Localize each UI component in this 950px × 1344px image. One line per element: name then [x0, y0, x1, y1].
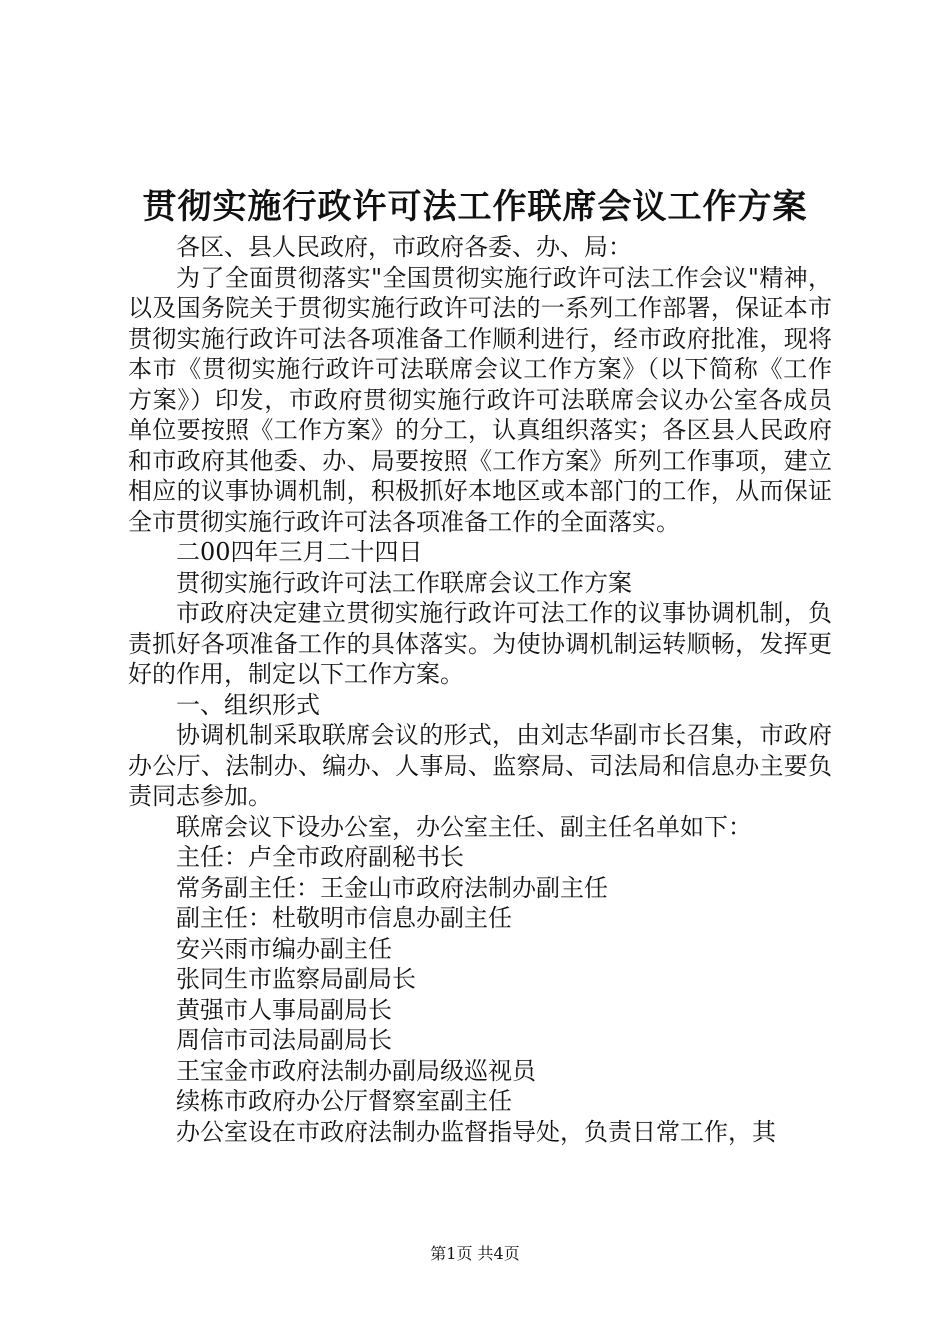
- list-item-member: 张同生市监察局副局长: [176, 965, 416, 993]
- section-heading-organization: 一、组织形式: [176, 690, 320, 719]
- list-item-deputy: 副主任：杜敬明市信息办副主任: [176, 904, 512, 932]
- paragraph-salutation: 各区、县人民政府，市政府各委、办、局：: [176, 233, 632, 261]
- list-item-member: 黄强市人事局副局长: [176, 995, 392, 1024]
- paragraph-date: 二00四年三月二十四日: [176, 538, 423, 566]
- paragraph-intro: 为了全面贯彻落实"全国贯彻实施行政许可法工作会议"精神，以及国务院关于贯彻实施行政许可法的一系列工作部署，保证本市贯彻实施行政许可法各项准备工作顺利进行，经市政府批准，现将本市《贯彻实施行政许可法联席会议工作方案》（以下简称《工作方案》）印发，市政府贯彻实施行政许可法联席会议办公室各成员单位要按照《工作方案》的分工，认真组织落实；各区县人民政府和市政府其他委、办、局要按照《工作方案》所列工作事项，建立相应的议事协调机制，积极抓好本地区或本部门的工作，从而保证全市贯彻实施行政许可法各项准备工作的全面落实。: [128, 263, 832, 536]
- paragraph-office-location: 办公室设在市政府法制办监督指导处，负责日常工作，其: [176, 1117, 776, 1146]
- paragraph-mechanism: 协调机制采取联席会议的形式，由刘志华副市长召集，市政府办公厅、法制办、编办、人事局、监察局、司法局和信息办主要负责同志参加。: [128, 721, 832, 810]
- paragraph-office-list-intro: 联席会议下设办公室，办公室主任、副主任名单如下：: [176, 812, 752, 841]
- paragraph-subtitle: 贯彻实施行政许可法工作联席会议工作方案: [176, 568, 632, 597]
- document-title: 贯彻实施行政许可法工作联席会议工作方案: [142, 187, 808, 227]
- list-item-member: 周信市司法局副局长: [176, 1026, 392, 1054]
- list-item-member: 安兴雨市编办副主任: [176, 934, 392, 963]
- page-footer: 第1页 共4页: [430, 1244, 520, 1263]
- list-item-member: 续栋市政府办公厅督察室副主任: [176, 1087, 512, 1115]
- paragraph-purpose: 市政府决定建立贯彻实施行政许可法工作的议事协调机制，负责抓好各项准备工作的具体落实。为使协调机制运转顺畅，发挥更好的作用，制定以下工作方案。: [128, 599, 832, 688]
- document-body: [128, 232, 832, 1147]
- list-item-executive-deputy: 常务副主任：王金山市政府法制办副主任: [176, 873, 608, 902]
- list-item-member: 王宝金市政府法制办副局级巡视员: [176, 1056, 536, 1085]
- list-item-director: 主任：卢全市政府副秘书长: [176, 843, 464, 871]
